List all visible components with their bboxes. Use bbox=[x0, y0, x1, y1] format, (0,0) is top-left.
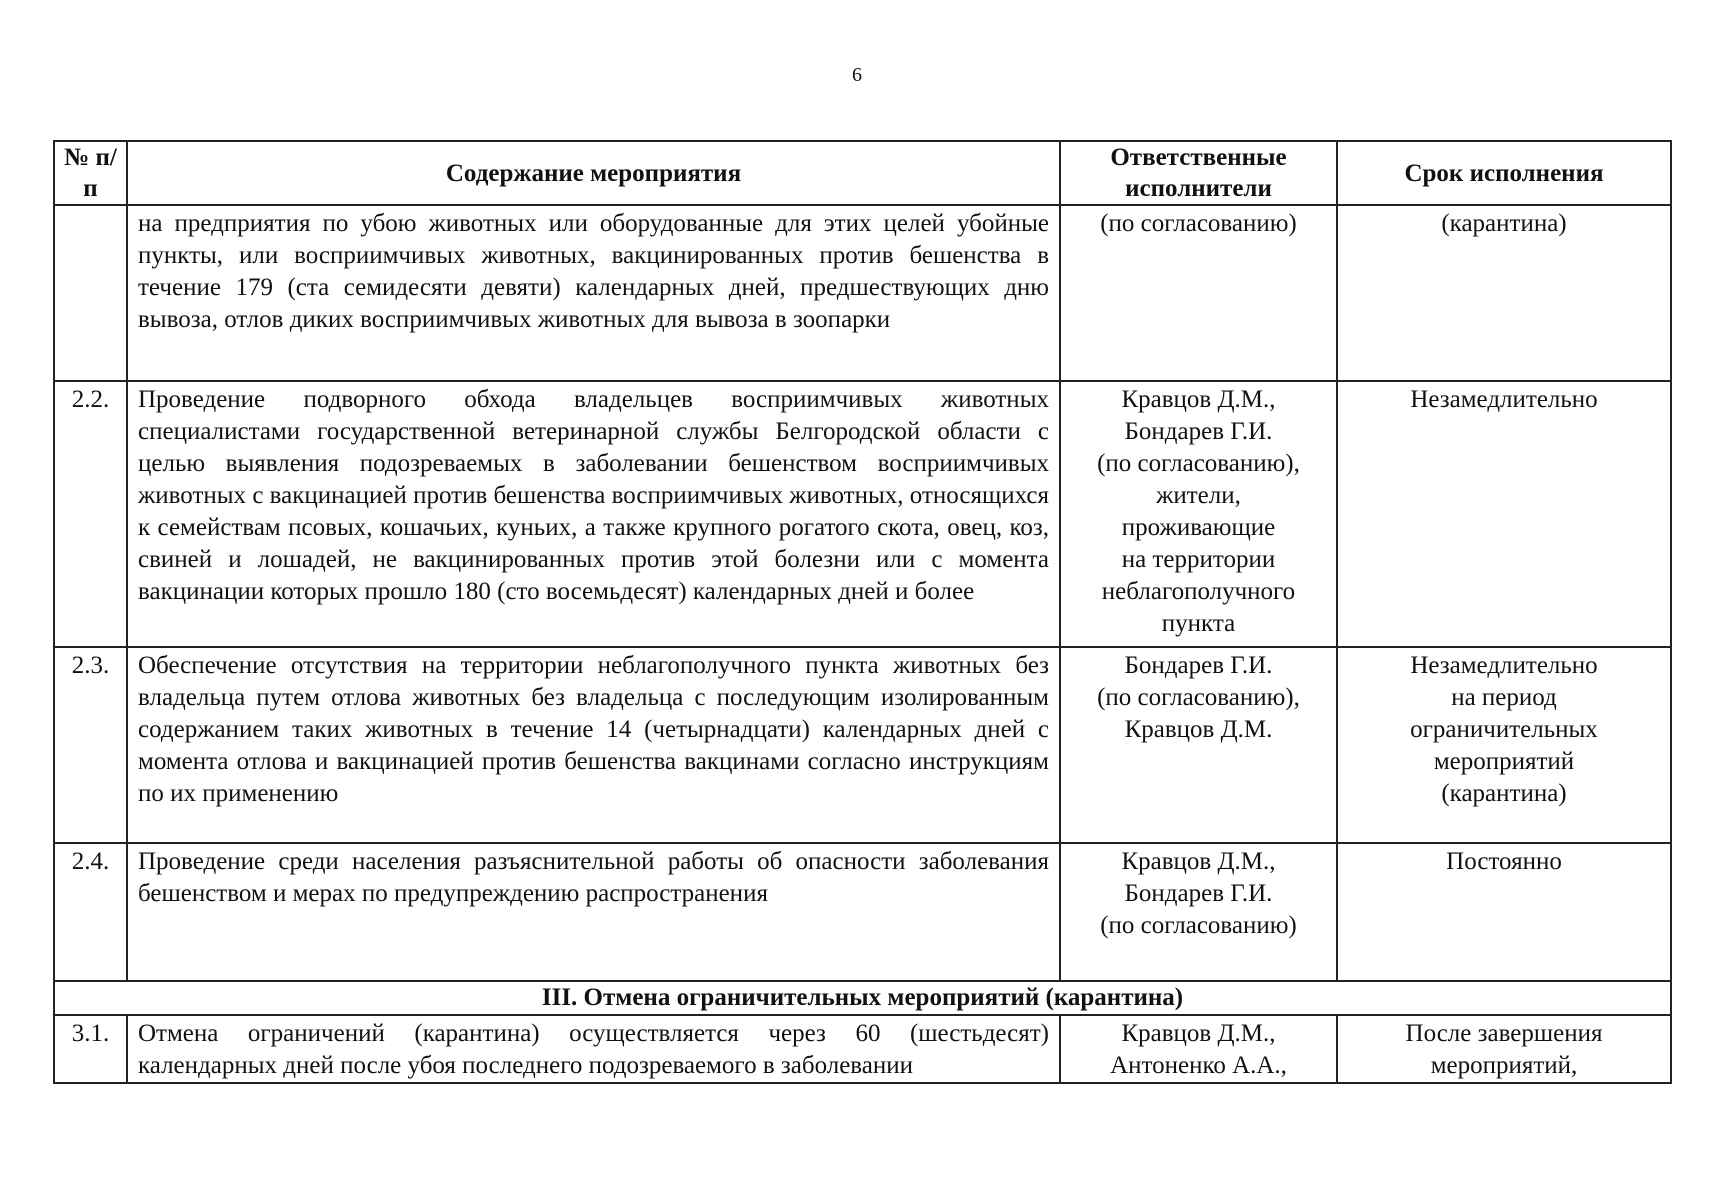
table-row bbox=[54, 843, 1671, 981]
row-content: Обеспечение отсутствия на территории неблагополучного пункта животных без владельца путем отлова животных без владельца с последующим изолированным содержанием таких животных в течение 14 (четырнадцати) календарных дней с момента отлова и вакцинацией против бешенства вакцинами согласно инструкциям по их применению bbox=[127, 647, 1060, 843]
row-executors bbox=[1060, 843, 1337, 981]
row-content: Проведение подворного обхода владельцев восприимчивых животных специалистами государственной ветеринарной службы Белгородской области с целью выявления подозреваемых в заболевании бешенством восприимчивых животных с вакцинацией против бешенства восприимчивых животных, относящихся к семействам псовых, кошачьих, куньих, а также крупного рогатого скота, овец, коз, свиней и лошадей, не вакцинированных против этой болезни или с момента вакцинации которых прошло 180 (сто восемьдесят) календарных дней и более bbox=[127, 381, 1060, 647]
header-content: Содержание мероприятия bbox=[127, 141, 1060, 205]
row-executors bbox=[1060, 205, 1337, 381]
header-deadline: Срок исполнения bbox=[1337, 141, 1671, 205]
executor-line: Кравцов Д.М., bbox=[1121, 1020, 1276, 1047]
executor-line: Кравцов Д.М., bbox=[1121, 386, 1276, 413]
table-row bbox=[54, 1015, 1671, 1083]
executor-line: Кравцов Д.М. bbox=[1124, 716, 1273, 743]
deadline-line: ограничительных bbox=[1410, 716, 1598, 743]
row-number bbox=[54, 205, 127, 381]
table-row bbox=[54, 381, 1671, 647]
row-content: Отмена ограничений (карантина) осуществляется через 60 (шестьдесят) календарных дней после убоя последнего подозреваемого в заболевании bbox=[127, 1015, 1060, 1083]
deadline-line: (карантина) bbox=[1441, 780, 1567, 807]
deadline-line: мероприятий bbox=[1433, 748, 1575, 775]
header-executors: Ответственные исполнители bbox=[1060, 141, 1337, 205]
deadline-line: (карантина) bbox=[1441, 210, 1567, 237]
executor-line: (по согласованию), bbox=[1097, 450, 1300, 477]
header-num: № п/п bbox=[54, 141, 127, 205]
executor-line: Бондарев Г.И. bbox=[1124, 652, 1273, 679]
deadline-line: Постоянно bbox=[1446, 848, 1562, 875]
executor-line: неблагополучного bbox=[1101, 578, 1296, 605]
section-title: III. Отмена ограничительных мероприятий (карантина) bbox=[54, 981, 1671, 1015]
executor-line: на территории bbox=[1121, 546, 1276, 573]
deadline-line: мероприятий, bbox=[1430, 1052, 1578, 1079]
executor-line: Антоненко А.А., bbox=[1110, 1052, 1287, 1079]
row-number: 2.4. bbox=[54, 843, 127, 981]
deadline-line: Незамедлительно bbox=[1410, 386, 1598, 413]
deadline-line: на период bbox=[1451, 684, 1557, 711]
page-number: 6 bbox=[852, 64, 862, 86]
table-row bbox=[54, 205, 1671, 381]
executor-line: пункта bbox=[1161, 610, 1236, 637]
deadline-line: После завершения bbox=[1405, 1020, 1603, 1047]
row-number: 3.1. bbox=[54, 1015, 127, 1083]
row-number: 2.3. bbox=[54, 647, 127, 843]
measures-table bbox=[53, 140, 1672, 1084]
row-deadline bbox=[1337, 381, 1671, 647]
executor-line: Бондарев Г.И. bbox=[1124, 418, 1273, 445]
section-row bbox=[54, 981, 1671, 1015]
row-content: Проведение среди населения разъяснительной работы об опасности заболевания бешенством и мерах по предупреждению распространения bbox=[127, 843, 1060, 981]
executor-line: Бондарев Г.И. bbox=[1124, 880, 1273, 907]
executor-line: (по согласованию) bbox=[1100, 912, 1297, 939]
row-deadline bbox=[1337, 1015, 1671, 1083]
executor-line: (по согласованию), bbox=[1097, 684, 1300, 711]
table-row bbox=[54, 647, 1671, 843]
table-header-row bbox=[54, 141, 1671, 205]
row-deadline bbox=[1337, 843, 1671, 981]
executor-line: проживающие bbox=[1121, 514, 1276, 541]
row-deadline bbox=[1337, 647, 1671, 843]
row-deadline bbox=[1337, 205, 1671, 381]
row-content: на предприятия по убою животных или оборудованные для этих целей убойные пункты, или восприимчивых животных, вакцинированных против бешенства в течение 179 (ста семидесяти девяти) календарных дней, предшествующих дню вывоза, отлов диких восприимчивых животных для вывоза в зоопарки bbox=[127, 205, 1060, 381]
row-number: 2.2. bbox=[54, 381, 127, 647]
executor-line: жители, bbox=[1156, 482, 1241, 509]
executor-line: Кравцов Д.М., bbox=[1121, 848, 1276, 875]
row-executors bbox=[1060, 647, 1337, 843]
deadline-line: Незамедлительно bbox=[1410, 652, 1598, 679]
row-executors bbox=[1060, 381, 1337, 647]
executor-line: (по согласованию) bbox=[1100, 210, 1297, 237]
row-executors bbox=[1060, 1015, 1337, 1083]
